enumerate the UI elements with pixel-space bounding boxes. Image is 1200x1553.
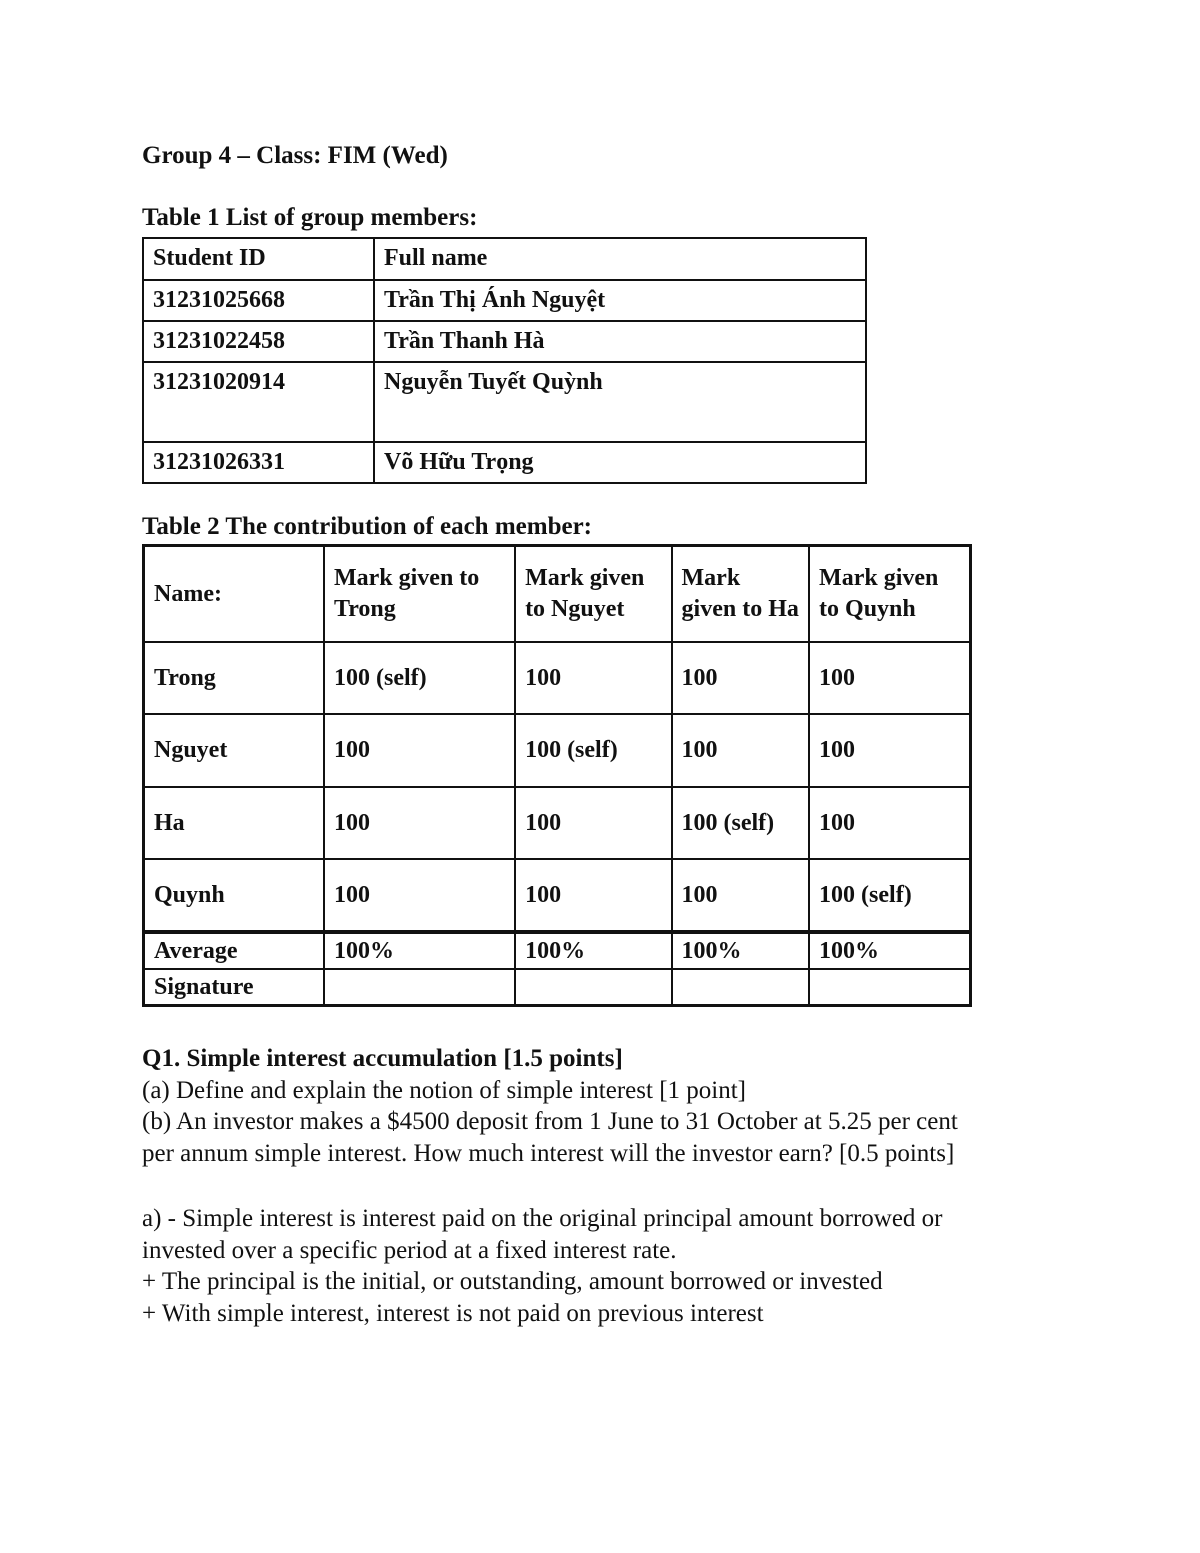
table1-caption: Table 1 List of group members: [142,204,478,231]
average-cell: 100% [809,932,970,969]
mark-cell: 100 [809,787,970,859]
mark-cell: 100 [515,642,671,714]
mark-cell: 100 [515,787,671,859]
mark-cell: 100 [515,859,671,932]
mark-cell: 100 [324,714,515,787]
table-header-row [144,546,971,642]
page-heading: Group 4 – Class: FIM (Wed) [142,142,448,169]
answer-a [142,1203,1102,1329]
table-row [143,442,866,483]
average-cell: 100% [324,932,515,969]
member-name-cell: Nguyet [144,714,324,787]
signature-row [144,969,971,1006]
signature-cell [672,969,810,1006]
question-1 [142,1043,1102,1169]
mark-cell: 100 [672,714,810,787]
mark-cell: 100 [324,787,515,859]
question-part-a: (a) Define and explain the notion of simple interest [1 point] [142,1076,746,1104]
full-name-cell: Trần Thị Ánh Nguyệt [374,280,866,321]
average-cell: 100% [515,932,671,969]
mark-cell: 100 (self) [324,642,515,714]
student-id-cell: 31231026331 [143,442,374,483]
table-row [144,859,971,932]
signature-cell [324,969,515,1006]
question-part-b-line-1: (b) An investor makes a $4500 deposit from 1 June to 31 October at 5.25 per cent [142,1108,958,1135]
full-name-cell: Võ Hữu Trọng [374,442,866,483]
mark-cell: 100 [672,642,810,714]
header-name: Name: [144,546,324,642]
full-name-cell: Trần Thanh Hà [374,321,866,362]
answer-line-1: a) - Simple interest is interest paid on the original principal amount borrowed or [142,1205,943,1232]
signature-label: Signature [144,969,324,1006]
group-members-table [142,237,867,484]
header-student-id: Student ID [143,238,374,280]
mark-cell: 100 [809,714,970,787]
table2-caption: Table 2 The contribution of each member: [142,513,592,540]
header-mark-ha: Mark given to Ha [672,546,810,642]
mark-cell: 100 (self) [809,859,970,932]
student-id-cell: 31231020914 [143,362,374,442]
answer-line-3: + The principal is the initial, or outstanding, amount borrowed or invested [142,1268,883,1295]
table-row [143,362,866,442]
question-part-b-line-2: per annum simple interest. How much interest will the investor earn? [0.5 points] [142,1139,955,1167]
mark-cell: 100 [672,859,810,932]
member-name-cell: Quynh [144,859,324,932]
header-full-name: Full name [374,238,866,280]
header-mark-quynh: Mark given to Quynh [809,546,970,642]
question-title: Q1. Simple interest accumulation [1.5 points] [142,1045,623,1072]
table-row [143,280,866,321]
member-name-cell: Ha [144,787,324,859]
mark-cell: 100 [809,642,970,714]
header-mark-nguyet: Mark given to Nguyet [515,546,671,642]
table-row [144,714,971,787]
contribution-table [142,544,972,1007]
table-row [143,321,866,362]
answer-line-2: invested over a specific period at a fixed interest rate. [142,1236,677,1264]
table-row [144,787,971,859]
header-mark-trong: Mark given to Trong [324,546,515,642]
average-cell: 100% [672,932,810,969]
table-header-row [143,238,866,280]
average-row [144,932,971,969]
student-id-cell: 31231022458 [143,321,374,362]
full-name-cell: Nguyễn Tuyết Quỳnh [374,362,866,442]
member-name-cell: Trong [144,642,324,714]
average-label: Average [144,932,324,969]
table-row [144,642,971,714]
mark-cell: 100 [324,859,515,932]
answer-line-4: + With simple interest, interest is not paid on previous interest [142,1299,764,1327]
student-id-cell: 31231025668 [143,280,374,321]
signature-cell [809,969,970,1006]
signature-cell [515,969,671,1006]
mark-cell: 100 (self) [515,714,671,787]
mark-cell: 100 (self) [672,787,810,859]
